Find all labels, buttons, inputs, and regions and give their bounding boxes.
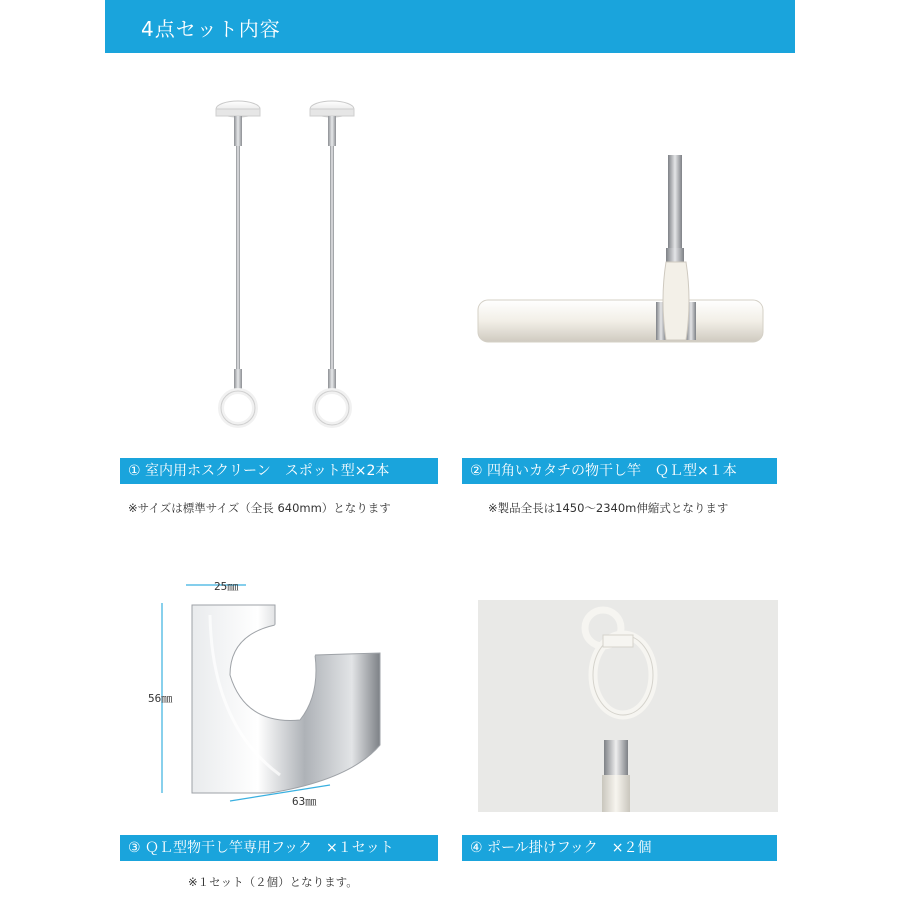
item-3-label-bar [120,835,438,861]
ceiling-pole-left [216,101,260,425]
item-3-note: ※１セット（２個）となります。 [188,875,358,889]
item-2-image [460,150,780,350]
dim-width-top: 25㎜ [214,580,239,593]
item-2-label: ② 四角いカタチの物干し竿 ＱＬ型×１本 [470,463,737,479]
section-title: 4点セット内容 [141,17,281,41]
ceiling-pole-right [310,101,354,425]
item-1-note: ※サイズは標準サイズ（全長 640mm）となります [128,501,391,515]
item-1-image [160,95,420,440]
item-2-note: ※製品全長は1450～2340m伸縮式となります [488,501,729,515]
item-4-label: ④ ポール掛けフック ×２個 [470,840,652,856]
item-4-label-bar [462,835,777,861]
item-1-label: ① 室内用ホスクリーン スポット型×2本 [128,463,390,479]
item-2-label-bar [462,458,777,484]
item-4-image [478,600,778,812]
item-3-label: ③ ＱＬ型物干し竿専用フック ×１セット [128,840,394,856]
dim-width-bottom: 63㎜ [292,795,317,808]
item-1-label-bar [120,458,438,484]
dim-height: 56㎜ [148,692,173,705]
section-header [105,0,795,53]
item-3-image [150,575,420,815]
